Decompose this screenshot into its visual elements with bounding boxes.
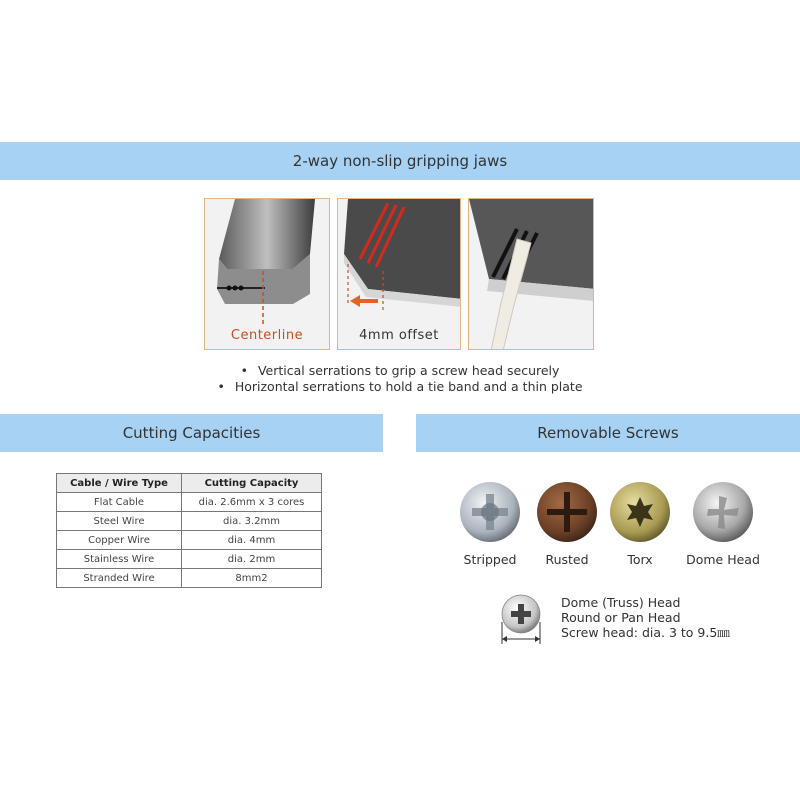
bullet-icon: • [217,378,225,394]
table-cell: dia. 4mm [182,531,322,550]
table-header-row [57,474,322,493]
table-cell: dia. 2.6mm x 3 cores [182,493,322,512]
table-cell: 8mm2 [182,569,322,588]
centerline-caption: Centerline [230,328,304,343]
dome-head-label: Dome Head [686,552,760,567]
cutting-capacity-table [56,473,322,588]
table-cell: Stranded Wire [57,569,182,588]
removable-screws-banner [416,414,800,452]
rusted-screw-icon [535,480,599,544]
rusted-screw [527,480,607,567]
tie-band-jaw-photo [468,198,594,350]
rusted-label: Rusted [545,552,589,567]
offset-jaw-photo [337,198,461,350]
cutting-capacities-title: Cutting Capacities [122,424,261,442]
table-cell: Copper Wire [57,531,182,550]
table-cell: dia. 3.2mm [182,512,322,531]
torx-label: Torx [627,552,653,567]
list-item: • Vertical serrations to grip a screw head securely [240,362,560,378]
gripping-jaws-banner [0,142,800,180]
table-row [57,512,322,531]
centerline-jaw-photo [204,198,330,350]
dome-head-screw-icon [691,480,755,544]
gripping-features-list [0,362,800,394]
table-row [57,550,322,569]
table-row [57,493,322,512]
stripped-screw-icon [458,480,522,544]
stripped-label: Stripped [463,552,517,567]
column-header: Cutting Capacity [182,474,322,493]
cutting-capacities-banner [0,414,383,452]
spec-line: Screw head: dia. 3 to 9.5㎜ [561,625,730,640]
torx-screw-icon [608,480,672,544]
bullet-icon: • [240,362,248,378]
table-cell: Stainless Wire [57,550,182,569]
stripped-screw [450,480,530,567]
table-row [57,569,322,588]
list-item: • Horizontal serrations to hold a tie band and a thin plate [217,378,583,394]
table-cell: dia. 2mm [182,550,322,569]
dome-head-screw [683,480,763,567]
spec-line: Round or Pan Head [561,610,681,625]
table-row [57,531,322,550]
table-cell: Flat Cable [57,493,182,512]
dome-head-diameter-icon [497,592,545,646]
offset-caption: 4mm offset [359,328,439,343]
removable-screws-title: Removable Screws [537,424,679,442]
torx-screw [600,480,680,567]
table-cell: Steel Wire [57,512,182,531]
gripping-jaws-title: 2-way non-slip gripping jaws [292,152,508,170]
column-header: Cable / Wire Type [57,474,182,493]
screw-spec-text [561,595,730,640]
spec-line: Dome (Truss) Head [561,595,681,610]
